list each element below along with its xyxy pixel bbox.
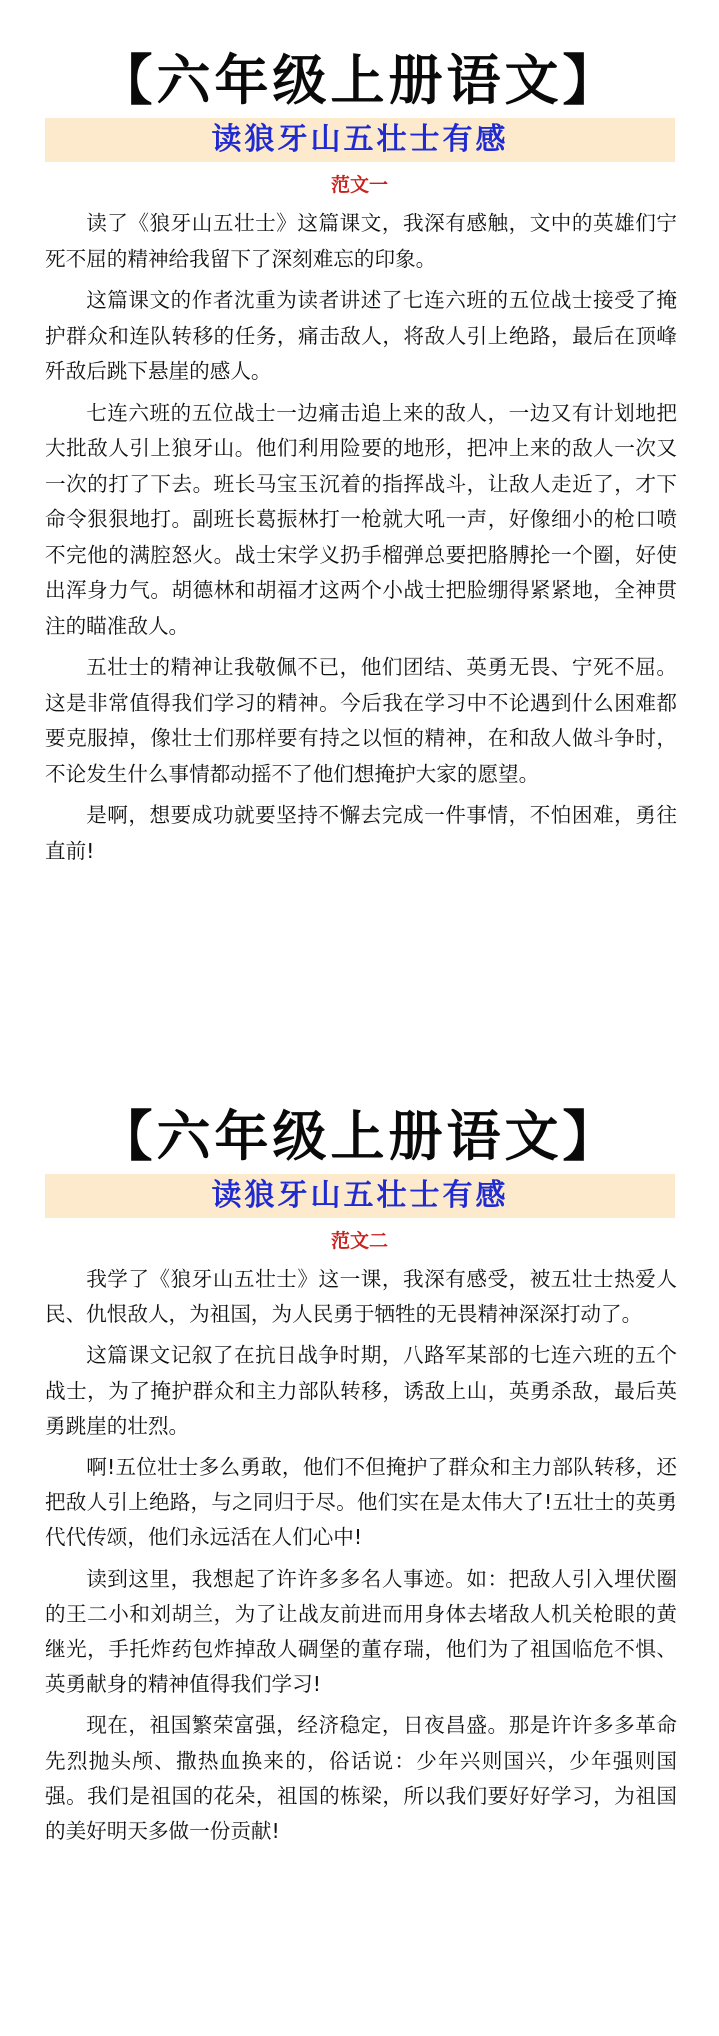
essay-body bbox=[45, 206, 677, 875]
essay-body bbox=[45, 1262, 677, 1855]
paragraph: 五壮士的精神让我敬佩不已，他们团结、英勇无畏、宁死不屈。这是非常值得我们学习的精神。今后我在学习中不论遇到什么困难都要克服掉，像壮士们那样要有持之以恒的精神，在和敌人做斗争时，不论发生什么事情都动摇不了他们想掩护大家的愿望。 bbox=[45, 655, 677, 786]
grade-title: 【六年级上册语文】 bbox=[98, 48, 621, 112]
paragraph: 现在，祖国繁荣富强，经济稳定，日夜昌盛。那是许许多多革命先烈抛头颅、撒热血换来的，俗话说：少年兴则国兴，少年强则国强。我们是祖国的花朵，祖国的栋梁，所以我们要好好学习，为祖国的美好明天多做一份贡献! bbox=[45, 1713, 677, 1844]
essay-title: 读狼牙山五壮士有感 bbox=[211, 1178, 509, 1213]
paragraph: 是啊，想要成功就要坚持不懈去完成一件事情，不怕困难，勇往直前! bbox=[45, 803, 677, 863]
sample-label: 范文一 bbox=[330, 174, 388, 196]
grade-title: 【六年级上册语文】 bbox=[98, 1104, 621, 1168]
paragraph: 这篇课文记叙了在抗日战争时期，八路军某部的七连六班的五个战士，为了掩护群众和主力部队转移，诱敌上山，英勇杀敌，最后英勇跳崖的壮烈。 bbox=[45, 1343, 677, 1438]
paragraph: 读到这里，我想起了许许多多名人事迹。如：把敌人引入埋伏圈的王二小和刘胡兰，为了让战友前进而用身体去堵敌人机关枪眼的黄继光，手托炸药包炸掉敌人碉堡的董存瑞，他们为了祖国临危不惧、英勇献身的精神值得我们学习! bbox=[45, 1566, 677, 1697]
paragraph: 啊!五位壮士多么勇敢，他们不但掩护了群众和主力部队转移，还把敌人引上绝路，与之同归于尽。他们实在是太伟大了!五壮士的英勇代代传颂，他们永远活在人们心中! bbox=[45, 1455, 677, 1550]
essay-title: 读狼牙山五壮士有感 bbox=[211, 122, 509, 157]
title-band bbox=[45, 118, 675, 162]
sample-label: 范文二 bbox=[330, 1230, 388, 1252]
paragraph: 这篇课文的作者沈重为读者讲述了七连六班的五位战士接受了掩护群众和连队转移的任务，痛击敌人，将敌人引上绝路，最后在顶峰歼敌后跳下悬崖的感人。 bbox=[45, 288, 677, 383]
paragraph: 读了《狼牙山五壮士》这篇课文，我深有感触，文中的英雄们宁死不屈的精神给我留下了深刻难忘的印象。 bbox=[45, 211, 677, 271]
title-band bbox=[45, 1174, 675, 1218]
paragraph: 七连六班的五位战士一边痛击追上来的敌人，一边又有计划地把大批敌人引上狼牙山。他们利用险要的地形，把冲上来的敌人一次又一次的打了下去。班长马宝玉沉着的指挥战斗，让敌人走近了，才下命令狠狠地打。副班长葛振林打一枪就大吼一声，好像细小的枪口喷不完他的满腔怒火。战士宋学义扔手榴弹总要把胳膊抡一个圈，好使出浑身力气。胡德林和胡福才这两个小战士把脸绷得紧紧地，全神贯注的瞄准敌人。 bbox=[45, 400, 677, 638]
paragraph: 我学了《狼牙山五壮士》这一课，我深有感受，被五壮士热爱人民、仇恨敌人，为祖国，为人民勇于牺牲的无畏精神深深打动了。 bbox=[45, 1267, 677, 1327]
